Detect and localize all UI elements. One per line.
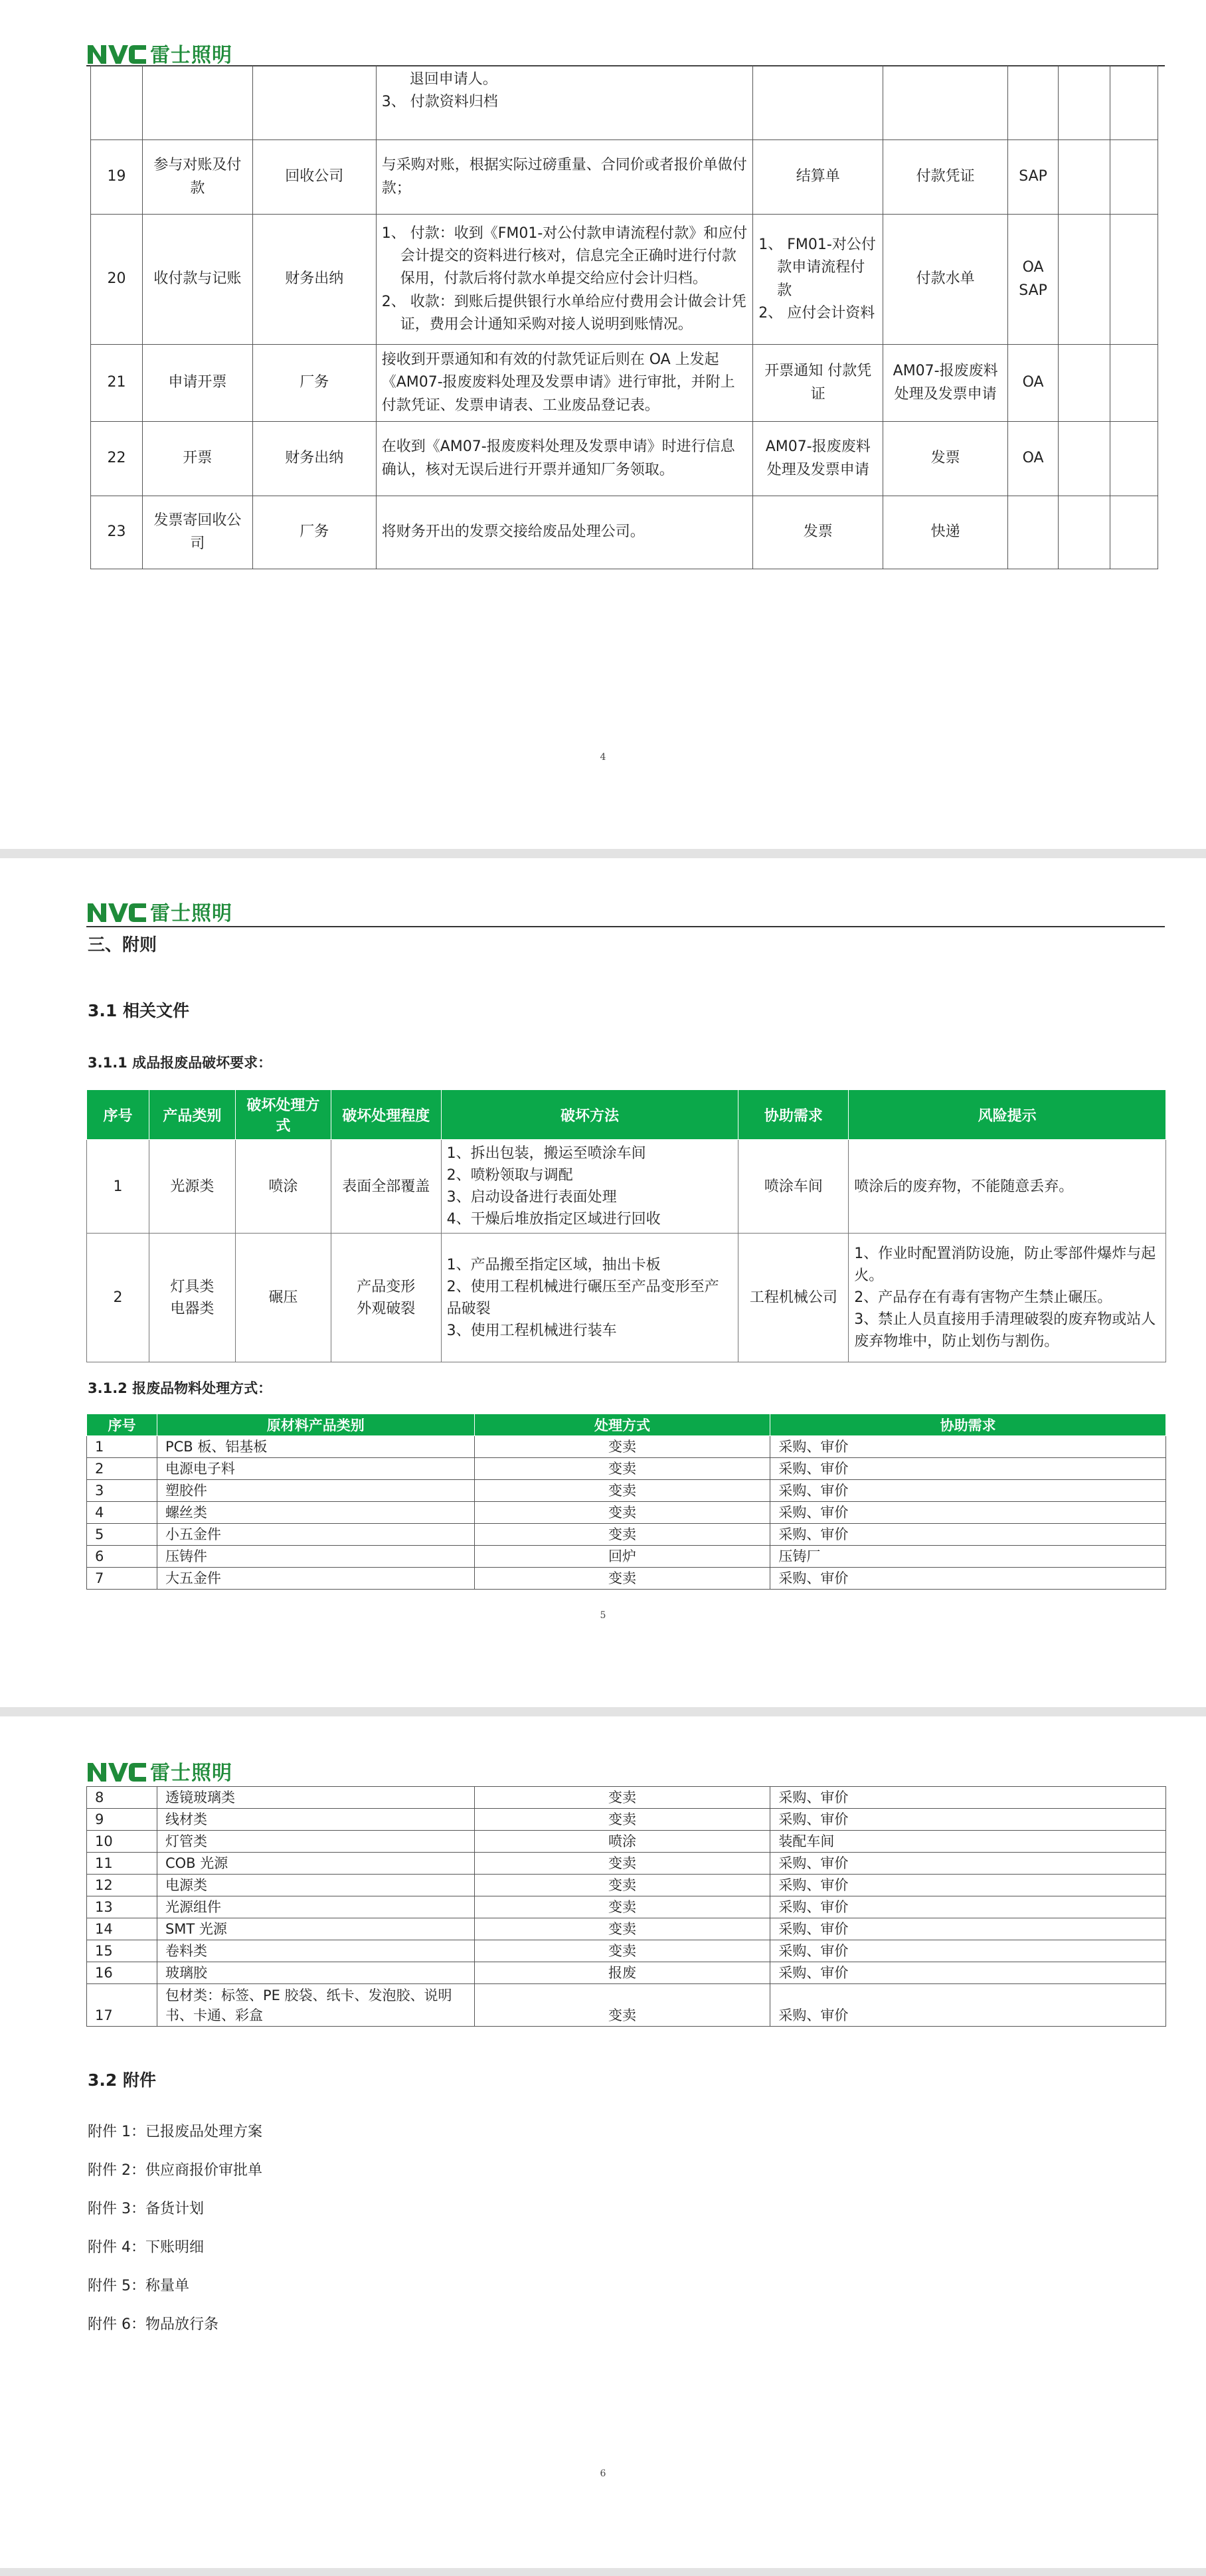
table-row — [87, 1875, 1166, 1896]
row-assist: 采购、审价 — [770, 1896, 1166, 1918]
row-method: 变卖 — [474, 1896, 770, 1918]
row-assist: 采购、审价 — [770, 1940, 1166, 1962]
table-row — [87, 1853, 1166, 1875]
row-category: 大五金件 — [157, 1568, 474, 1590]
brand-name: 雷士照明 — [150, 1762, 232, 1785]
row-assist: 装配车间 — [770, 1831, 1166, 1853]
row-method: 变卖 — [474, 1984, 770, 2027]
row-extra — [1110, 345, 1158, 422]
row-method: 变卖 — [474, 1524, 770, 1546]
row-risk: 喷涂后的废弃物，不能随意丢弃。 — [849, 1140, 1166, 1234]
row-risk — [849, 1234, 1166, 1362]
row-extra — [1059, 345, 1110, 422]
row-method: 报废 — [474, 1962, 770, 1984]
row-system: OA SAP — [1008, 215, 1059, 345]
row-no: 13 — [87, 1896, 157, 1918]
input-line: 1、 FM01-对公付款申请流程付款 — [758, 236, 876, 299]
row-method: 变卖 — [474, 1458, 770, 1480]
table-row — [91, 422, 1158, 496]
row-no: 20 — [91, 215, 143, 345]
row-no: 1 — [87, 1140, 149, 1234]
degree-line: 外观破裂 — [357, 1300, 416, 1317]
row-no: 4 — [87, 1502, 157, 1524]
page-number: 5 — [600, 1610, 606, 1621]
table-row — [87, 1436, 1166, 1458]
row-method: 碾压 — [235, 1234, 331, 1362]
attachment-item: 附件 3：备货计划 — [88, 2201, 204, 2217]
step-line: 3、使用工程机械进行装车 — [446, 1322, 617, 1339]
row-no: 1 — [87, 1436, 157, 1458]
table-row — [87, 1458, 1166, 1480]
table-row — [91, 496, 1158, 569]
category-line: 电器类 — [170, 1300, 215, 1317]
table-row — [87, 1831, 1166, 1853]
row-desc: 在收到《AM07-报废废料处理及发票申请》时进行信息确认，核对无误后进行开票并通知厂务领取。 — [376, 422, 753, 496]
row-dept: 财务出纳 — [252, 215, 376, 345]
table-row — [87, 1918, 1166, 1940]
row-assist: 采购、审价 — [770, 1875, 1166, 1896]
row-no: 23 — [91, 496, 143, 569]
column-header: 原材料产品类别 — [157, 1414, 474, 1436]
column-header: 协助需求 — [770, 1414, 1166, 1436]
row-category: 灯管类 — [157, 1831, 474, 1853]
table-row — [87, 1940, 1166, 1962]
row-extra — [1110, 422, 1158, 496]
row-no: 2 — [87, 1458, 157, 1480]
row-assist: 采购、审价 — [770, 1962, 1166, 1984]
nvc-logo-icon — [86, 41, 147, 65]
row-category: 玻璃胶 — [157, 1962, 474, 1984]
row-method: 变卖 — [474, 1853, 770, 1875]
row-system: OA — [1008, 422, 1059, 496]
row-no: 15 — [87, 1940, 157, 1962]
brand-name: 雷士照明 — [150, 44, 232, 67]
row-method: 变卖 — [474, 1809, 770, 1831]
row-no: 3 — [87, 1480, 157, 1502]
material-handling-table — [86, 1414, 1166, 1590]
step-line: 2、使用工程机械进行碾压至产品变形至产品破裂 — [446, 1278, 719, 1317]
step-line: 2、喷粉领取与调配 — [446, 1167, 573, 1184]
table-title: 3.1.2 报废品物料处理方式： — [88, 1380, 272, 1396]
row-assist: 采购、审价 — [770, 1458, 1166, 1480]
table-row — [87, 1962, 1166, 1984]
row-method: 变卖 — [474, 1940, 770, 1962]
row-category: 螺丝类 — [157, 1502, 474, 1524]
table-row — [87, 1568, 1166, 1590]
row-method: 喷涂 — [235, 1140, 331, 1234]
row-no: 11 — [87, 1853, 157, 1875]
row-step: 发票寄回收公司 — [142, 496, 252, 569]
table-row — [87, 1546, 1166, 1568]
table-row — [87, 1787, 1166, 1809]
row-no: 14 — [87, 1918, 157, 1940]
row-input: 结算单 — [753, 140, 883, 215]
row-assist: 采购、审价 — [770, 1918, 1166, 1940]
row-output: 付款水单 — [883, 215, 1008, 345]
row-method: 回炉 — [474, 1546, 770, 1568]
row-no: 16 — [87, 1962, 157, 1984]
row-assist: 工程机械公司 — [738, 1234, 849, 1362]
row-dept: 回收公司 — [252, 140, 376, 215]
row-category: 透镜玻璃类 — [157, 1787, 474, 1809]
page-number: 6 — [600, 2468, 606, 2479]
row-extra — [1110, 140, 1158, 215]
attachments-title: 3.2 附件 — [88, 2070, 156, 2090]
desc-line: 2、 收款：到账后提供银行水单给应付费用会计做会计凭证，费用会计通知采购对接人说明到账情况。 — [381, 293, 746, 333]
company-logo — [86, 1759, 232, 1783]
table-row — [91, 140, 1158, 215]
row-assist: 采购、审价 — [770, 1502, 1166, 1524]
table-header-row — [87, 1090, 1166, 1140]
attachment-item: 附件 6：物品放行条 — [88, 2316, 218, 2333]
row-desc — [376, 215, 753, 345]
row-input: AM07-报废废料处理及发票申请 — [753, 422, 883, 496]
row-extra — [1059, 422, 1110, 496]
section-title: 三、附则 — [88, 935, 157, 955]
row-dept — [252, 66, 376, 140]
page-4 — [0, 0, 1206, 849]
degree-line: 产品变形 — [357, 1278, 416, 1295]
table-row — [87, 1524, 1166, 1546]
row-dept: 财务出纳 — [252, 422, 376, 496]
row-category: 包材类：标签、PE 胶袋、纸卡、发泡胶、说明书、卡通、彩盒 — [157, 1984, 474, 2027]
row-output: 发票 — [883, 422, 1008, 496]
subsection-title: 3.1 相关文件 — [88, 1001, 189, 1020]
column-header: 风险提示 — [849, 1090, 1166, 1140]
table-row — [87, 1140, 1166, 1234]
row-output: 快递 — [883, 496, 1008, 569]
row-category: 卷料类 — [157, 1940, 474, 1962]
attachment-item: 附件 4：下账明细 — [88, 2239, 204, 2256]
row-assist: 采购、审价 — [770, 1853, 1166, 1875]
material-handling-table-continued — [86, 1786, 1166, 2027]
row-step — [142, 66, 252, 140]
row-category — [149, 1234, 235, 1362]
column-header: 序号 — [87, 1090, 149, 1140]
table-row — [87, 1480, 1166, 1502]
row-no: 17 — [87, 1984, 157, 2027]
row-dept: 厂务 — [252, 496, 376, 569]
row-assist: 采购、审价 — [770, 1568, 1166, 1590]
row-method: 变卖 — [474, 1502, 770, 1524]
row-no: 7 — [87, 1568, 157, 1590]
column-header: 破坏处理程度 — [331, 1090, 441, 1140]
row-no: 10 — [87, 1831, 157, 1853]
nvc-logo-icon — [86, 899, 147, 923]
page-number: 4 — [600, 752, 606, 763]
row-steps — [441, 1140, 738, 1234]
attachment-item: 附件 2：供应商报价审批单 — [88, 2162, 262, 2179]
risk-line: 3、禁止人员直接用手清理破裂的废弃物或站人废弃物堆中，防止划伤与割伤。 — [854, 1311, 1156, 1350]
row-no — [91, 66, 143, 140]
step-line: 4、干燥后堆放指定区域进行回收 — [446, 1211, 661, 1228]
row-category: SMT 光源 — [157, 1918, 474, 1940]
row-desc: 接收到开票通知和有效的付款凭证后则在 OA 上发起《AM07-报废废料处理及发票申请》进行审批，并附上付款凭证、发票申请表、工业废品登记表。 — [376, 345, 753, 422]
row-system — [1008, 496, 1059, 569]
row-assist: 采购、审价 — [770, 1809, 1166, 1831]
table-row — [91, 66, 1158, 140]
row-method: 变卖 — [474, 1568, 770, 1590]
desc-line: 1、 付款：收到《FM01-对公付款申请流程付款》和应付会计提交的资料进行核对，信息完全正确时进行付款保用，付款后将付款水单提交给应付会计归档。 — [381, 225, 748, 288]
row-category: 小五金件 — [157, 1524, 474, 1546]
column-header: 破坏方法 — [441, 1090, 738, 1140]
step-line: 1、拆出包装，搬运至喷涂车间 — [446, 1145, 646, 1162]
header-rule — [86, 926, 1165, 927]
row-output — [883, 66, 1008, 140]
column-header: 产品类别 — [149, 1090, 235, 1140]
row-output: 付款凭证 — [883, 140, 1008, 215]
nvc-logo-icon — [86, 1759, 147, 1783]
row-method: 变卖 — [474, 1918, 770, 1940]
input-line: 2、 应付会计资料 — [758, 304, 875, 322]
table-row — [91, 345, 1158, 422]
brand-name: 雷士照明 — [150, 902, 232, 925]
row-extra — [1059, 140, 1110, 215]
row-no: 19 — [91, 140, 143, 215]
row-category: PCB 板、铝基板 — [157, 1436, 474, 1458]
row-dept: 厂务 — [252, 345, 376, 422]
row-extra — [1059, 66, 1110, 140]
row-no: 2 — [87, 1234, 149, 1362]
row-system: SAP — [1008, 140, 1059, 215]
row-assist: 采购、审价 — [770, 1480, 1166, 1502]
company-logo — [86, 899, 232, 923]
row-assist: 压铸厂 — [770, 1546, 1166, 1568]
row-input — [753, 215, 883, 345]
desc-line: 退回申请人。 — [409, 71, 497, 88]
table-row — [87, 1502, 1166, 1524]
row-step: 参与对账及付款 — [142, 140, 252, 215]
row-assist: 喷涂车间 — [738, 1140, 849, 1234]
row-no: 5 — [87, 1524, 157, 1546]
column-header: 破坏处理方式 — [235, 1090, 331, 1140]
category-line: 灯具类 — [170, 1278, 215, 1295]
row-no: 21 — [91, 345, 143, 422]
column-header: 处理方式 — [474, 1414, 770, 1436]
process-table — [90, 65, 1158, 569]
row-method: 变卖 — [474, 1480, 770, 1502]
row-input: 发票 — [753, 496, 883, 569]
row-no: 12 — [87, 1875, 157, 1896]
table-row — [87, 1809, 1166, 1831]
row-method: 喷涂 — [474, 1831, 770, 1853]
risk-line: 1、作业时配置消防设施，防止零部件爆炸与起火。 — [854, 1245, 1156, 1284]
column-header: 协助需求 — [738, 1090, 849, 1140]
row-extra — [1110, 66, 1158, 140]
row-desc: 与采购对账，根据实际过磅重量、合同价或者报价单做付款； — [376, 140, 753, 215]
table-header-row — [87, 1414, 1166, 1436]
row-step: 收付款与记账 — [142, 215, 252, 345]
row-method: 变卖 — [474, 1787, 770, 1809]
row-input — [753, 66, 883, 140]
desc-line: 3、 付款资料归档 — [381, 94, 498, 111]
row-extra — [1110, 215, 1158, 345]
row-extra — [1059, 215, 1110, 345]
table-title: 3.1.1 成品报废品破坏要求： — [88, 1055, 272, 1071]
table-row — [87, 1984, 1166, 2027]
attachment-item: 附件 1：已报废品处理方案 — [88, 2124, 262, 2140]
row-steps — [441, 1234, 738, 1362]
row-extra — [1110, 496, 1158, 569]
row-desc — [376, 66, 753, 140]
step-line: 3、启动设备进行表面处理 — [446, 1189, 617, 1206]
row-method: 变卖 — [474, 1875, 770, 1896]
row-assist: 采购、审价 — [770, 1787, 1166, 1809]
row-assist: 采购、审价 — [770, 1984, 1166, 2027]
row-category: 电源电子料 — [157, 1458, 474, 1480]
row-assist: 采购、审价 — [770, 1436, 1166, 1458]
row-no: 22 — [91, 422, 143, 496]
column-header: 序号 — [87, 1414, 157, 1436]
row-assist: 采购、审价 — [770, 1524, 1166, 1546]
risk-line: 2、产品存在有毒有害物产生禁止碾压。 — [854, 1289, 1112, 1306]
row-no: 8 — [87, 1787, 157, 1809]
row-method: 变卖 — [474, 1436, 770, 1458]
row-category: 光源组件 — [157, 1896, 474, 1918]
row-extra — [1059, 496, 1110, 569]
row-input: 开票通知 付款凭证 — [753, 345, 883, 422]
row-system: OA — [1008, 345, 1059, 422]
row-no: 9 — [87, 1809, 157, 1831]
row-system — [1008, 66, 1059, 140]
row-category: 电源类 — [157, 1875, 474, 1896]
row-degree: 表面全部覆盖 — [331, 1140, 441, 1234]
row-degree — [331, 1234, 441, 1362]
attachment-item: 附件 5：称量单 — [88, 2278, 189, 2294]
destruction-requirements-table — [86, 1089, 1166, 1362]
row-category: 塑胶件 — [157, 1480, 474, 1502]
row-step: 开票 — [142, 422, 252, 496]
row-output: AM07-报废废料处理及发票申请 — [883, 345, 1008, 422]
row-desc: 将财务开出的发票交接给废品处理公司。 — [376, 496, 753, 569]
table-row — [87, 1896, 1166, 1918]
row-category: 压铸件 — [157, 1546, 474, 1568]
row-category: 光源类 — [149, 1140, 235, 1234]
row-no: 6 — [87, 1546, 157, 1568]
table-row — [91, 215, 1158, 345]
row-step: 申请开票 — [142, 345, 252, 422]
company-logo — [86, 41, 232, 65]
row-category: 线材类 — [157, 1809, 474, 1831]
step-line: 1、产品搬至指定区域，抽出卡板 — [446, 1256, 661, 1273]
row-category: COB 光源 — [157, 1853, 474, 1875]
table-row — [87, 1234, 1166, 1362]
